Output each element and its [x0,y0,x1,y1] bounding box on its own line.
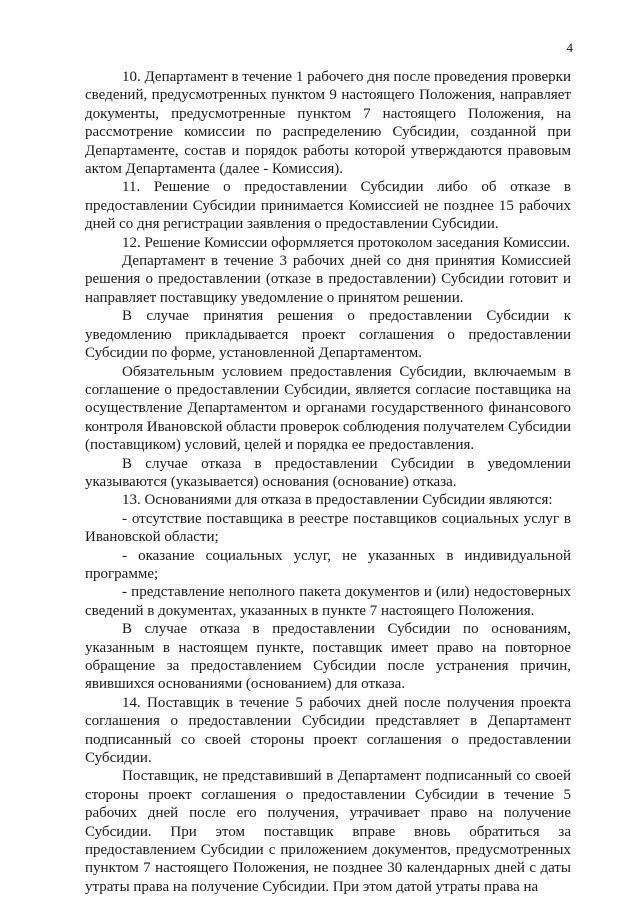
list-item: - оказание социальных услуг, не указанных в индивидуальной программе; [85,547,571,582]
paragraph-12-agreement-draft: В случае принятия решения о предоставлении Субсидии к уведомлению прикладывается проект соглашения о предоставлении Субсидии по форме, установленной Департаментом. [85,308,571,362]
paragraph-13: 13. Основаниями для отказа в предоставлении Субсидии являются: [122,492,553,509]
paragraph-14: 14. Поставщик в течение 5 рабочих дней после получения проекта соглашения о предоставлении Субсидии представляет в Департамент подписанный со своей стороны проект соглашения о предоставлении Субсидии. [85,694,571,767]
paragraph-11: 11. Решение о предоставлении Субсидии либо об отказе в предоставлении Субсидии принимается Комиссией не позднее 15 рабочих дней со дня регистрации заявления о предоставлении Субсидии. [85,179,571,233]
paragraph-12: 12. Решение Комиссии оформляется протоколом заседания Комиссии. [122,234,571,251]
paragraph-10-intro: 10. Департамент в течение 1 рабочего дня после проведения проверки сведений, предусмотренных пунктом 9 настоящего Положения, направляет документы, предусмотренные пунктом 7 настоящего Положения, на рассмотрение комиссии по распределению Субсидии, созданной при Департаменте, состав и порядок работы которой утверждаются правовым актом Департамента (далее - Комиссия). [85,69,571,178]
list-item: - представление неполного пакета документов и (или) недостоверных сведений в документах, указанных в пункте 7 настоящего Положения. [85,584,571,619]
paragraph-12-notification: Департамент в течение 3 рабочих дней со дня принятия Комиссией решения о предоставлении (отказе в предоставлении) Субсидии готовит и направляет поставщику уведомление о принятом решении. [85,253,571,306]
paragraph-12-refusal-reasons: В случае отказа в предоставлении Субсидии в уведомлении указываются (указывается) основания (основание) отказа. [85,455,571,490]
paragraph-13-reapply: В случае отказа в предоставлении Субсидии по основаниям, указанным в настоящем пункте, поставщик имеет право на повторное обращение за предоставлением Субсидии после устранения причин, явившихся основаниями (основанием) для отказа. [85,621,571,693]
paragraph-14-loss-of-right: Поставщик, не представивший в Департамент подписанный со своей стороны проект соглашения о предоставлении Субсидии в течение 5 рабочих дней после его получения, утрачивает право на получение Субсидии. При этом поставщик вправе вновь обратиться за предоставлением Субсидии с приложением документов, предусмотренных пунктом 7 настоящего Положения, не позднее 30 календарных дней с даты утраты права на получение Субсидии. При этом датой утраты права на [85,768,571,895]
document-body [85,68,571,896]
page-number: 4 [566,40,573,55]
list-item: - отсутствие поставщика в реестре поставщиков социальных услуг в Ивановской области; [85,510,571,546]
paragraph-12-mandatory-condition: Обязательным условием предоставления Субсидии, включаемым в соглашение о предоставлении Субсидии, является согласие поставщика на осуществление Департаментом и органами государственного финансового контроля Ивановской области проверок соблюдения получателем Субсидии (поставщиком) условий, целей и порядка ее предоставления. [85,363,571,454]
